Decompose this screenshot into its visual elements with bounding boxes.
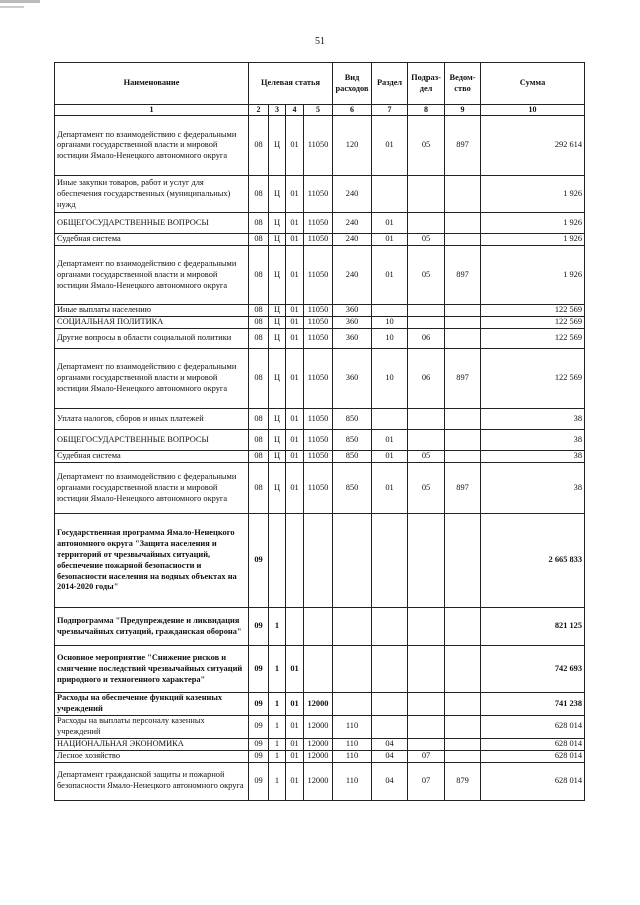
target-code-2-cell: 1 [269,715,286,738]
section-cell: 01 [372,463,408,514]
section-cell [372,715,408,738]
expense-type-cell: 240 [333,234,372,246]
subsection-cell [408,317,445,329]
target-code-1-cell: 09 [249,762,269,800]
target-code-1-cell: 08 [249,317,269,329]
row-name-cell: ОБЩЕГОСУДАРСТВЕННЫЕ ВОПРОСЫ [55,430,249,451]
target-code-3-cell: 01 [286,693,304,716]
table-row [55,762,585,800]
section-cell [372,305,408,317]
budget-table [54,62,585,801]
target-code-2-cell: Ц [269,463,286,514]
target-code-4-cell: 11050 [304,430,333,451]
row-name-cell: Государственная программа Ямало-Ненецкого автономного округа "Защита населения и территорий от чрезвычайных ситуаций, обеспечение пожарной безопасности и безопасности населения на водных объектах на 2014-2020 годы" [55,514,249,608]
target-code-4-cell: 11050 [304,329,333,349]
section-cell [372,608,408,646]
subsection-cell [408,213,445,234]
subsection-cell [408,693,445,716]
section-cell: 04 [372,738,408,750]
target-code-3-cell: 01 [286,317,304,329]
subsection-cell [408,176,445,213]
department-cell [445,329,481,349]
row-name-cell: НАЦИОНАЛЬНАЯ ЭКОНОМИКА [55,738,249,750]
department-cell: 879 [445,762,481,800]
table-row [55,409,585,430]
sum-cell: 628 014 [481,738,585,750]
row-name-cell: Департамент по взаимодействию с федеральными органами государственной власти и мировой юстиции Ямало-Ненецкого автономного округа [55,349,249,409]
target-code-4-cell: 12000 [304,715,333,738]
target-code-3-cell: 01 [286,409,304,430]
department-cell [445,715,481,738]
sum-cell: 122 569 [481,305,585,317]
column-number-row [55,105,585,116]
target-code-1-cell: 08 [249,430,269,451]
row-name-cell: Лесное хозяйство [55,750,249,762]
department-cell: 897 [445,463,481,514]
page-number: 51 [315,36,325,47]
department-cell: 897 [445,116,481,176]
table-row [55,234,585,246]
table-row [55,463,585,514]
subsection-cell [408,715,445,738]
subsection-cell: 05 [408,463,445,514]
target-code-1-cell: 08 [249,213,269,234]
row-name-cell: Иные закупки товаров, работ и услуг для обеспечения государственных (муниципальных) нужд [55,176,249,213]
column-number: 2 [249,105,269,116]
row-name-cell: ОБЩЕГОСУДАРСТВЕННЫЕ ВОПРОСЫ [55,213,249,234]
table-row [55,738,585,750]
row-name-cell: Другие вопросы в области социальной политики [55,329,249,349]
row-name-cell: Подпрограмма "Предупреждение и ликвидация чрезвычайных ситуаций, гражданская оборона" [55,608,249,646]
sum-cell: 628 014 [481,715,585,738]
target-code-3-cell: 01 [286,646,304,693]
target-code-2-cell: Ц [269,329,286,349]
department-cell: 897 [445,246,481,305]
target-code-2-cell: 1 [269,608,286,646]
target-code-4-cell: 12000 [304,693,333,716]
sum-cell: 38 [481,451,585,463]
target-code-2-cell: Ц [269,317,286,329]
row-name-cell: Основное мероприятие "Снижение рисков и смягчение последствий чрезвычайных ситуаций природного и техногенного характера" [55,646,249,693]
target-code-1-cell: 09 [249,608,269,646]
target-code-1-cell: 08 [249,463,269,514]
target-code-2-cell: Ц [269,116,286,176]
target-code-3-cell: 01 [286,234,304,246]
header-name: Наименование [55,63,249,105]
expense-type-cell: 360 [333,349,372,409]
sum-cell: 1 926 [481,234,585,246]
expense-type-cell: 110 [333,738,372,750]
target-code-4-cell: 11050 [304,116,333,176]
column-number: 9 [445,105,481,116]
target-code-1-cell: 09 [249,646,269,693]
sum-cell: 122 569 [481,349,585,409]
target-code-1-cell: 09 [249,693,269,716]
expense-type-cell: 360 [333,317,372,329]
table-row [55,646,585,693]
expense-type-cell: 850 [333,463,372,514]
section-cell [372,646,408,693]
sum-cell: 1 926 [481,246,585,305]
header-row [55,63,585,105]
table-row [55,317,585,329]
target-code-2-cell: Ц [269,451,286,463]
target-code-3-cell: 01 [286,305,304,317]
sum-cell: 741 238 [481,693,585,716]
target-code-3-cell: 01 [286,176,304,213]
section-cell: 01 [372,430,408,451]
column-number: 3 [269,105,286,116]
department-cell [445,305,481,317]
header-department: Ведом-ство [445,63,481,105]
target-code-3-cell: 01 [286,213,304,234]
target-code-1-cell: 08 [249,409,269,430]
target-code-3-cell: 01 [286,246,304,305]
target-code-2-cell: Ц [269,213,286,234]
target-code-1-cell: 09 [249,514,269,608]
table-row [55,213,585,234]
expense-type-cell [333,514,372,608]
target-code-4-cell: 12000 [304,738,333,750]
row-name-cell: Расходы на выплаты персоналу казенных учреждений [55,715,249,738]
sum-cell: 38 [481,463,585,514]
column-number: 4 [286,105,304,116]
row-name-cell: Департамент по взаимодействию с федеральными органами государственной власти и мировой юстиции Ямало-Ненецкого автономного округа [55,116,249,176]
target-code-3-cell: 01 [286,329,304,349]
table-row [55,608,585,646]
row-name-cell: Департамент по взаимодействию с федеральными органами государственной власти и мировой юстиции Ямало-Ненецкого автономного округа [55,246,249,305]
subsection-cell [408,430,445,451]
department-cell [445,409,481,430]
department-cell [445,234,481,246]
target-code-1-cell: 09 [249,750,269,762]
target-code-1-cell: 08 [249,176,269,213]
section-cell: 10 [372,329,408,349]
target-code-2-cell: Ц [269,234,286,246]
subsection-cell [408,305,445,317]
target-code-1-cell: 08 [249,349,269,409]
header-expense-type: Вид расходов [333,63,372,105]
target-code-4-cell: 11050 [304,409,333,430]
target-code-4-cell: 11050 [304,176,333,213]
section-cell: 04 [372,750,408,762]
target-code-1-cell: 08 [249,305,269,317]
target-code-4-cell: 11050 [304,317,333,329]
row-name-cell: Судебная система [55,451,249,463]
subsection-cell [408,409,445,430]
target-code-3-cell: 01 [286,116,304,176]
expense-type-cell: 240 [333,246,372,305]
subsection-cell [408,646,445,693]
row-name-cell: Иные выплаты населению [55,305,249,317]
target-code-4-cell: 12000 [304,750,333,762]
target-code-2-cell [269,514,286,608]
department-cell [445,738,481,750]
target-code-4-cell: 11050 [304,213,333,234]
header-sum: Сумма [481,63,585,105]
target-code-3-cell: 01 [286,715,304,738]
expense-type-cell: 110 [333,715,372,738]
target-code-3-cell: 01 [286,430,304,451]
department-cell [445,451,481,463]
table-row [55,329,585,349]
target-code-3-cell: 01 [286,349,304,409]
column-number: 7 [372,105,408,116]
expense-type-cell: 360 [333,305,372,317]
department-cell [445,176,481,213]
row-name-cell: Уплата налогов, сборов и иных платежей [55,409,249,430]
target-code-2-cell: 1 [269,750,286,762]
expense-type-cell: 110 [333,750,372,762]
target-code-1-cell: 08 [249,451,269,463]
department-cell [445,608,481,646]
table-row [55,176,585,213]
row-name-cell: Судебная система [55,234,249,246]
sum-cell: 38 [481,430,585,451]
section-cell [372,693,408,716]
expense-type-cell: 360 [333,329,372,349]
table-row [55,514,585,608]
target-code-3-cell: 01 [286,451,304,463]
target-code-4-cell: 11050 [304,234,333,246]
header-section: Раздел [372,63,408,105]
target-code-4-cell: 11050 [304,305,333,317]
target-code-4-cell: 11050 [304,463,333,514]
expense-type-cell: 240 [333,176,372,213]
target-code-1-cell: 08 [249,234,269,246]
sum-cell: 38 [481,409,585,430]
section-cell: 10 [372,349,408,409]
target-code-1-cell: 08 [249,246,269,305]
header-subsection: Подраз-дел [408,63,445,105]
row-name-cell: Расходы на обеспечение функций казенных учреждений [55,693,249,716]
column-number: 6 [333,105,372,116]
subsection-cell: 05 [408,116,445,176]
section-cell [372,176,408,213]
sum-cell: 2 665 833 [481,514,585,608]
section-cell: 01 [372,451,408,463]
target-code-3-cell: 01 [286,750,304,762]
sum-cell: 742 693 [481,646,585,693]
scan-artifact [0,0,40,3]
sum-cell: 292 614 [481,116,585,176]
target-code-3-cell: 01 [286,738,304,750]
sum-cell: 821 125 [481,608,585,646]
subsection-cell: 06 [408,349,445,409]
expense-type-cell: 850 [333,409,372,430]
target-code-1-cell: 09 [249,738,269,750]
target-code-2-cell: 1 [269,693,286,716]
subsection-cell: 05 [408,234,445,246]
target-code-4-cell [304,646,333,693]
section-cell: 01 [372,116,408,176]
target-code-3-cell: 01 [286,762,304,800]
subsection-cell [408,608,445,646]
column-number: 5 [304,105,333,116]
expense-type-cell [333,646,372,693]
subsection-cell: 06 [408,329,445,349]
table-row [55,116,585,176]
subsection-cell: 07 [408,750,445,762]
subsection-cell [408,738,445,750]
table-row [55,246,585,305]
target-code-2-cell: Ц [269,176,286,213]
department-cell [445,430,481,451]
department-cell [445,213,481,234]
expense-type-cell: 110 [333,762,372,800]
target-code-2-cell: 1 [269,738,286,750]
section-cell: 01 [372,234,408,246]
section-cell: 01 [372,246,408,305]
sum-cell: 628 014 [481,762,585,800]
scan-artifact [0,6,24,8]
expense-type-cell: 850 [333,451,372,463]
table-row [55,715,585,738]
target-code-1-cell: 08 [249,329,269,349]
sum-cell: 122 569 [481,317,585,329]
expense-type-cell: 240 [333,213,372,234]
target-code-2-cell: Ц [269,430,286,451]
target-code-3-cell [286,514,304,608]
department-cell: 897 [445,349,481,409]
table-body [55,116,585,800]
section-cell: 01 [372,213,408,234]
expense-type-cell [333,608,372,646]
department-cell [445,646,481,693]
table-row [55,430,585,451]
target-code-1-cell: 09 [249,715,269,738]
target-code-4-cell: 11050 [304,246,333,305]
row-name-cell: СОЦИАЛЬНАЯ ПОЛИТИКА [55,317,249,329]
target-code-2-cell: Ц [269,305,286,317]
table-row [55,451,585,463]
department-cell [445,317,481,329]
department-cell [445,750,481,762]
section-cell: 10 [372,317,408,329]
sum-cell: 1 926 [481,176,585,213]
sum-cell: 122 569 [481,329,585,349]
department-cell [445,693,481,716]
target-code-4-cell: 11050 [304,349,333,409]
section-cell [372,514,408,608]
target-code-3-cell: 01 [286,463,304,514]
target-code-2-cell: 1 [269,646,286,693]
target-code-2-cell: Ц [269,246,286,305]
table-row [55,349,585,409]
subsection-cell: 05 [408,451,445,463]
target-code-4-cell: 11050 [304,451,333,463]
expense-type-cell [333,693,372,716]
table-row [55,693,585,716]
header-target-article: Целевая статья [249,63,333,105]
expense-type-cell: 120 [333,116,372,176]
target-code-3-cell [286,608,304,646]
target-code-2-cell: Ц [269,349,286,409]
row-name-cell: Департамент гражданской защиты и пожарной безопасности Ямало-Ненецкого автономного округа [55,762,249,800]
section-cell: 04 [372,762,408,800]
subsection-cell [408,514,445,608]
target-code-4-cell [304,514,333,608]
target-code-4-cell: 12000 [304,762,333,800]
section-cell [372,409,408,430]
target-code-4-cell [304,608,333,646]
table-row [55,305,585,317]
column-number: 8 [408,105,445,116]
sum-cell: 1 926 [481,213,585,234]
subsection-cell: 07 [408,762,445,800]
target-code-2-cell: 1 [269,762,286,800]
department-cell [445,514,481,608]
target-code-2-cell: Ц [269,409,286,430]
row-name-cell: Департамент по взаимодействию с федеральными органами государственной власти и мировой юстиции Ямало-Ненецкого автономного округа [55,463,249,514]
sum-cell: 628 014 [481,750,585,762]
target-code-1-cell: 08 [249,116,269,176]
table-row [55,750,585,762]
column-number: 10 [481,105,585,116]
subsection-cell: 05 [408,246,445,305]
expense-type-cell: 850 [333,430,372,451]
column-number: 1 [55,105,249,116]
